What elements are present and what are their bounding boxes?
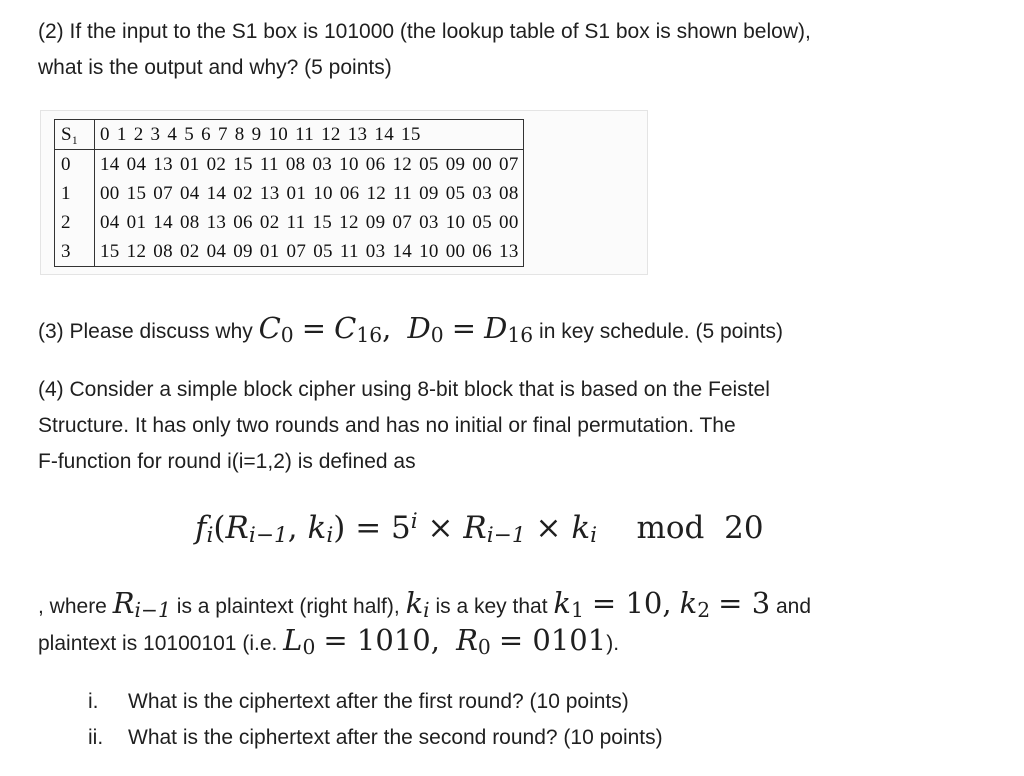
where-text-b: is a plaintext (right half),: [170, 595, 406, 618]
list-item: [88, 720, 663, 756]
sbox-table: [54, 119, 524, 267]
sbox-row: [55, 208, 524, 237]
list-item-number: i.: [88, 690, 99, 713]
where-line-2: [38, 622, 619, 662]
list-item-text: What is the ciphertext after the first round? (10 points): [128, 690, 629, 713]
r-symbol: $R_{i-1}$: [112, 586, 171, 622]
sub-questions-list: [88, 684, 663, 756]
sbox-row: [55, 237, 524, 267]
question-2-line1: (2) If the input to the S1 box is 101000 (the lookup table of S1 box is shown below),: [38, 20, 811, 43]
where-line-1: [38, 585, 811, 625]
sbox-row-label: 1: [55, 179, 95, 208]
sbox-row-label: 0: [55, 150, 95, 180]
list-item-text: What is the ciphertext after the second round? (10 points): [128, 726, 663, 749]
list-item-number: ii.: [88, 726, 104, 749]
sbox-row-label: 2: [55, 208, 95, 237]
sbox-row: [55, 179, 524, 208]
sbox-header-row: [55, 120, 524, 150]
where-text-e: plaintext is 10100101 (i.e.: [38, 632, 284, 655]
sbox-row-values: 14 04 13 01 02 15 11 08 03 10 06 12 05 09 00 07: [100, 154, 519, 175]
sbox-corner: S₁: [55, 120, 95, 150]
sbox-column-headers: 0 1 2 3 4 5 6 7 8 9 10 11 12 13 14 15: [95, 120, 524, 150]
l0-r0-values: $L_0 = 1010$, $R_0 = 0101$: [283, 623, 607, 659]
sbox-row-values: 00 15 07 04 14 02 13 01 10 06 12 11 09 05 03 08: [100, 183, 519, 204]
where-text-f: ).: [606, 632, 620, 655]
k-symbol: $k_i$: [405, 586, 430, 622]
question-3-suffix: in key schedule. (5 points): [533, 320, 783, 343]
where-text-c: is a key that: [429, 595, 554, 618]
question-4: [38, 372, 938, 480]
question-2-line2: what is the output and why? (5 points): [38, 56, 392, 79]
sbox-table-image: [40, 110, 648, 275]
key-values: $k_1 = 10$, $k_2 = 3$: [553, 586, 771, 622]
question-2: [38, 14, 998, 86]
sbox-row-label: 3: [55, 237, 95, 267]
list-item: [88, 684, 663, 720]
key-schedule-equation: $C_0 = C_{16}$, $D_0 = D_{16}$: [258, 311, 534, 347]
question-4-line2: Structure. It has only two rounds and has no initial or final permutation. The: [38, 414, 736, 437]
sbox-row-values: 15 12 08 02 04 09 01 07 05 11 03 14 10 00 06 13: [100, 241, 519, 262]
sbox-row: [55, 150, 524, 180]
sbox-row-values: 04 01 14 08 13 06 02 11 15 12 09 07 03 10 05 00: [100, 212, 519, 233]
question-4-line3: F-function for round i(i=1,2) is defined as: [38, 450, 416, 473]
question-3: [38, 310, 1008, 350]
where-text-a: , where: [38, 595, 113, 618]
question-3-prefix: (3) Please discuss why: [38, 320, 259, 343]
where-text-d: and: [770, 595, 812, 618]
question-4-line1: (4) Consider a simple block cipher using 8-bit block that is based on the Feistel: [38, 378, 770, 401]
f-function-formula: $f_i(R_{i-1}$, $k_i) = 5^i \times R_{i-1} \times k_i$ mod 20: [195, 509, 764, 548]
